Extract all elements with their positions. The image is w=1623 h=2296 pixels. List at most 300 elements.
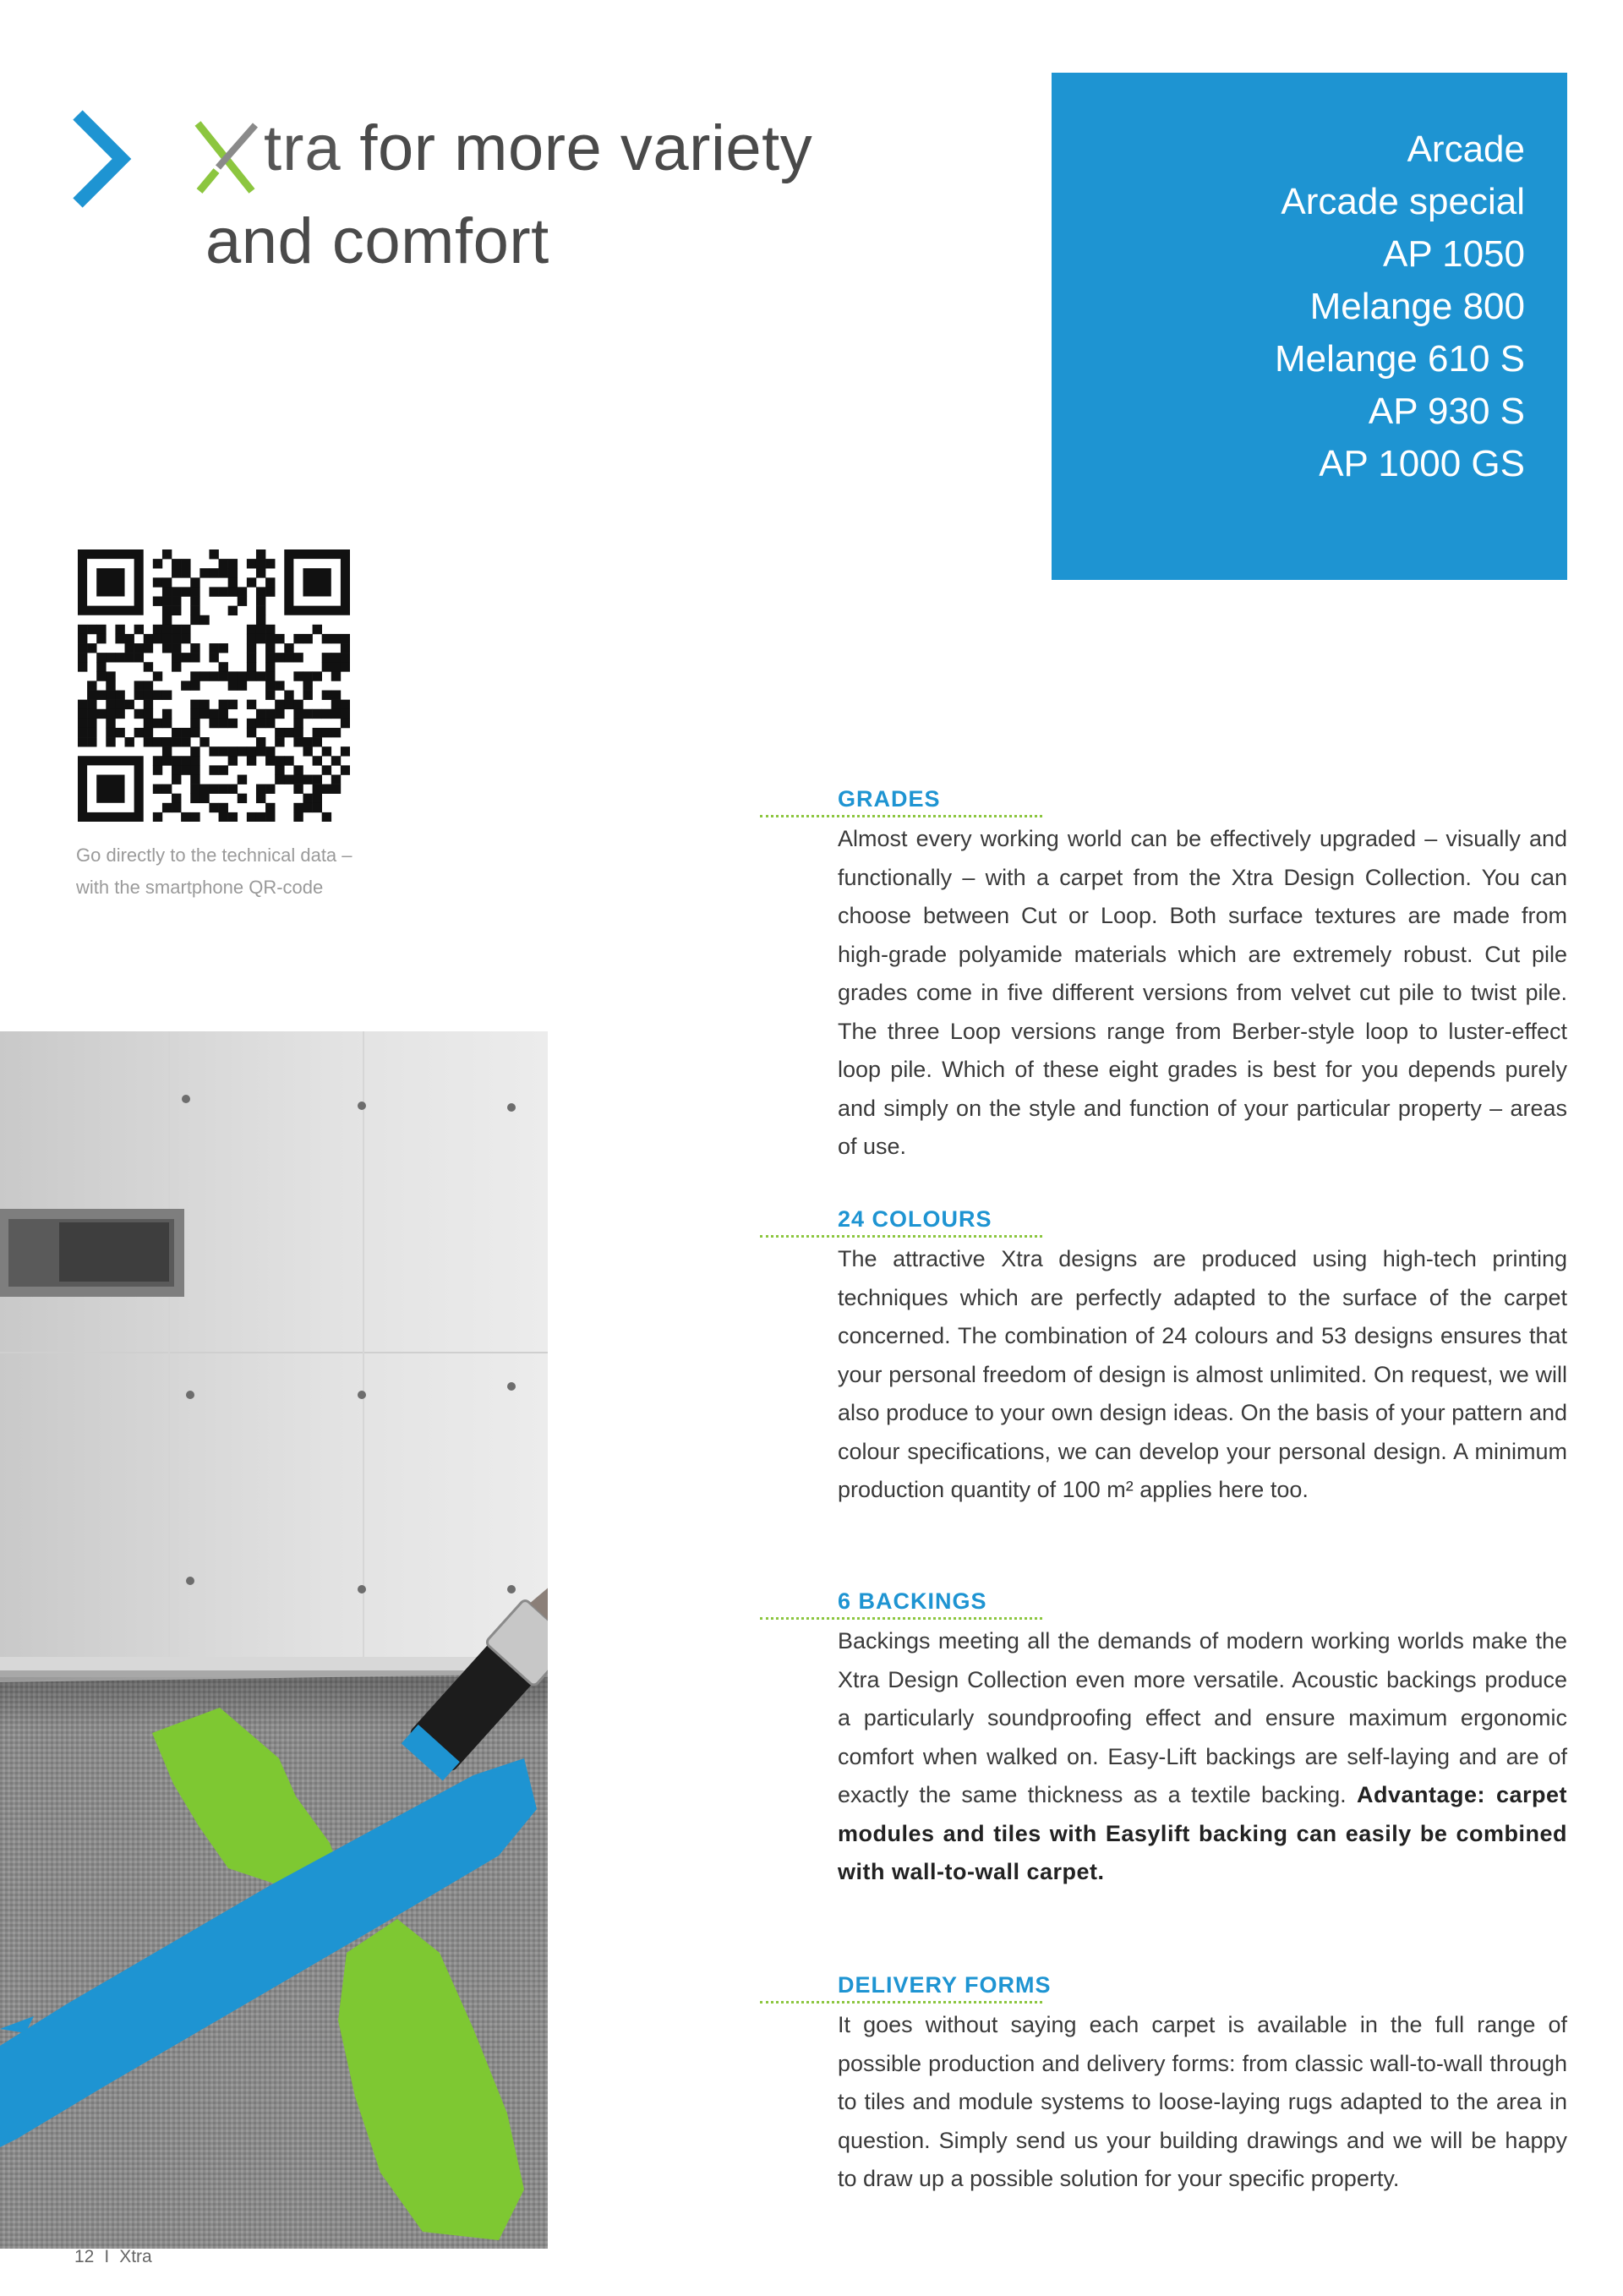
- qr-module: [134, 643, 144, 653]
- qr-module: [265, 625, 275, 634]
- qr-module: [265, 784, 275, 794]
- qr-module: [293, 700, 303, 709]
- qr-module: [247, 671, 256, 681]
- qr-module: [284, 774, 293, 784]
- qr-module: [293, 765, 303, 774]
- qr-module: [190, 765, 199, 774]
- qr-module: [190, 597, 199, 606]
- qr-module: [247, 756, 256, 765]
- qr-module: [275, 681, 284, 690]
- qr-module: [219, 643, 228, 653]
- qr-module: [190, 784, 199, 794]
- qr-module: [162, 784, 172, 794]
- title-text: for more variety: [359, 112, 813, 184]
- qr-module: [87, 625, 96, 634]
- qr-module: [153, 671, 162, 681]
- qr-module: [265, 643, 275, 653]
- qr-module: [247, 559, 256, 568]
- qr-module: [153, 784, 162, 794]
- qr-module: [228, 559, 238, 568]
- qr-module: [228, 812, 238, 822]
- qr-module: [247, 653, 256, 662]
- qr-module: [144, 634, 153, 643]
- qr-module: [190, 774, 199, 784]
- product-item: Arcade special: [1281, 181, 1525, 222]
- qr-code-icon[interactable]: [78, 549, 350, 822]
- page-footer: [74, 2247, 152, 2267]
- qr-module: [228, 746, 238, 756]
- qr-module: [172, 634, 181, 643]
- chevron-right-icon: [68, 108, 135, 210]
- qr-module: [172, 625, 181, 634]
- qr-module: [293, 634, 303, 643]
- qr-module: [199, 568, 209, 577]
- qr-module: [162, 549, 172, 559]
- qr-module: [247, 812, 256, 822]
- qr-module: [322, 728, 331, 737]
- qr-module: [125, 653, 134, 662]
- qr-module: [256, 812, 265, 822]
- qr-module: [322, 746, 331, 756]
- qr-module: [331, 728, 341, 737]
- section-text-regular: Backings meeting all the demands of modern working worlds make the Xtra Design Collection even more versatile. Acoustic backings produce a particularly soundproofing effect and ensure maximum ergonomic comfort when walked on. Easy-Lift backings are self-laying and are of exactly the same thickness as a textile backing.: [838, 1628, 1567, 1807]
- qr-module: [331, 662, 341, 671]
- qr-module: [265, 559, 275, 568]
- product-item: AP 930 S: [1368, 391, 1525, 432]
- qr-module: [313, 774, 322, 784]
- qr-module: [190, 606, 199, 615]
- qr-module: [209, 568, 218, 577]
- qr-module: [134, 681, 144, 690]
- qr-module: [78, 653, 87, 662]
- qr-module: [247, 625, 256, 634]
- qr-module: [87, 700, 96, 709]
- qr-module: [313, 709, 322, 719]
- qr-module: [303, 746, 312, 756]
- qr-module: [209, 784, 218, 794]
- qr-module: [190, 794, 199, 803]
- qr-module: [144, 709, 153, 719]
- qr-module: [181, 737, 190, 746]
- qr-module: [322, 662, 331, 671]
- qr-module: [190, 746, 199, 756]
- section-heading: 24 COLOURS: [838, 1206, 992, 1232]
- qr-module: [162, 746, 172, 756]
- qr-module: [144, 662, 153, 671]
- qr-module: [172, 653, 181, 662]
- qr-module: [256, 634, 265, 643]
- qr-module: [190, 812, 199, 822]
- qr-module: [115, 625, 124, 634]
- product-item: Melange 800: [1309, 286, 1525, 327]
- qr-module: [293, 737, 303, 746]
- qr-module: [256, 737, 265, 746]
- qr-module: [219, 662, 228, 671]
- qr-module: [265, 756, 275, 765]
- qr-module: [181, 625, 190, 634]
- qr-module: [275, 634, 284, 643]
- qr-module: [247, 662, 256, 671]
- section-grades: [838, 784, 1567, 1167]
- qr-module: [331, 691, 341, 700]
- qr-module: [341, 709, 350, 719]
- qr-module: [303, 774, 312, 784]
- qr-module: [199, 794, 209, 803]
- qr-module: [172, 803, 181, 812]
- qr-module: [181, 681, 190, 690]
- qr-module: [78, 625, 87, 634]
- qr-module: [181, 559, 190, 568]
- qr-module: [96, 671, 106, 681]
- qr-module: [331, 671, 341, 681]
- qr-module: [190, 756, 199, 765]
- qr-module: [322, 709, 331, 719]
- qr-module: [134, 625, 144, 634]
- qr-module: [293, 719, 303, 728]
- qr-module: [144, 643, 153, 653]
- qr-module: [219, 784, 228, 794]
- qr-module: [256, 671, 265, 681]
- qr-module: [181, 568, 190, 577]
- qr-module: [153, 691, 162, 700]
- qr-module: [265, 719, 275, 728]
- qr-module: [303, 671, 312, 681]
- qr-module: [238, 681, 247, 690]
- dotted-divider: [760, 815, 1042, 817]
- qr-module: [153, 812, 162, 822]
- qr-module: [190, 719, 199, 728]
- qr-module: [162, 615, 172, 625]
- qr-module: [228, 568, 238, 577]
- qr-module: [153, 634, 162, 643]
- qr-module: [162, 691, 172, 700]
- qr-module: [172, 643, 181, 653]
- qr-module: [87, 709, 96, 719]
- qr-module: [247, 719, 256, 728]
- product-item: AP 1000 GS: [1319, 443, 1525, 484]
- qr-module: [190, 681, 199, 690]
- qr-module: [284, 728, 293, 737]
- qr-module: [96, 662, 106, 671]
- qr-module: [303, 634, 312, 643]
- qr-module: [172, 662, 181, 671]
- qr-module: [256, 746, 265, 756]
- qr-module: [190, 671, 199, 681]
- qr-module: [322, 784, 331, 794]
- section-colours: [838, 1205, 1567, 1510]
- qr-module: [265, 691, 275, 700]
- qr-module: [115, 728, 124, 737]
- qr-module: [238, 774, 247, 784]
- product-list-box: [1052, 73, 1567, 580]
- qr-module: [181, 634, 190, 643]
- qr-module: [313, 728, 322, 737]
- footer-separator: I: [104, 2247, 110, 2266]
- qr-module: [209, 803, 218, 812]
- qr-module: [303, 794, 312, 803]
- qr-module: [284, 643, 293, 653]
- qr-module: [199, 615, 209, 625]
- qr-module: [284, 756, 293, 765]
- qr-module: [247, 728, 256, 737]
- qr-module: [331, 709, 341, 719]
- section-text: The attractive Xtra designs are produced using high-tech printing techniques which are perfectly adapted to the surface of the carpet concerned. The combination of 24 colours and 53 designs ensures that your personal freedom of design is almost unlimited. On request, we will also produce to your own design ideas. On the basis of your pattern and colour specifications, we can develop your personal design. A minimum production quantity of 100 m² applies here too.: [838, 1246, 1567, 1502]
- qr-caption-line-1: Go directly to the technical data –: [76, 845, 352, 866]
- qr-module: [153, 756, 162, 765]
- qr-module: [303, 691, 312, 700]
- qr-module: [199, 700, 209, 709]
- qr-module: [265, 709, 275, 719]
- qr-module: [256, 625, 265, 634]
- qr-module: [78, 700, 87, 709]
- qr-module: [153, 597, 162, 606]
- qr-module: [96, 691, 106, 700]
- section-heading: GRADES: [838, 786, 941, 812]
- qr-module: [153, 765, 162, 774]
- qr-module: [247, 700, 256, 709]
- qr-module: [219, 559, 228, 568]
- qr-module: [96, 625, 106, 634]
- qr-module: [134, 691, 144, 700]
- qr-module: [162, 756, 172, 765]
- carpet-brush-photo: [0, 1031, 548, 2249]
- qr-module: [87, 719, 96, 728]
- qr-module: [87, 691, 96, 700]
- product-item: Arcade: [1407, 128, 1525, 170]
- qr-module: [172, 737, 181, 746]
- qr-module: [219, 568, 228, 577]
- qr-module: [228, 719, 238, 728]
- qr-module: [256, 559, 265, 568]
- qr-module: [341, 719, 350, 728]
- qr-module: [341, 653, 350, 662]
- qr-module: [172, 765, 181, 774]
- qr-module: [190, 728, 199, 737]
- qr-module: [303, 803, 312, 812]
- qr-module: [153, 719, 162, 728]
- qr-module: [293, 709, 303, 719]
- qr-module: [162, 737, 172, 746]
- qr-module: [331, 700, 341, 709]
- qr-module: [106, 681, 115, 690]
- qr-module: [256, 597, 265, 606]
- qr-module: [162, 597, 172, 606]
- qr-module: [106, 709, 115, 719]
- qr-module: [125, 634, 134, 643]
- qr-module: [172, 774, 181, 784]
- qr-module: [313, 737, 322, 746]
- qr-caption: [76, 839, 414, 904]
- qr-module: [162, 606, 172, 615]
- qr-module: [106, 737, 115, 746]
- qr-module: [265, 671, 275, 681]
- qr-module: [322, 691, 331, 700]
- qr-module: [96, 634, 106, 643]
- qr-module: [153, 625, 162, 634]
- qr-module: [228, 681, 238, 690]
- qr-module: [106, 728, 115, 737]
- qr-module: [238, 746, 247, 756]
- qr-module: [256, 719, 265, 728]
- qr-module: [172, 559, 181, 568]
- qr-module: [190, 615, 199, 625]
- qr-module: [275, 765, 284, 774]
- qr-module: [199, 709, 209, 719]
- qr-module: [228, 700, 238, 709]
- qr-module: [322, 634, 331, 643]
- qr-module: [238, 794, 247, 803]
- section-delivery-forms: [838, 1971, 1567, 2199]
- qr-module: [238, 597, 247, 606]
- qr-module: [144, 719, 153, 728]
- qr-module: [313, 803, 322, 812]
- qr-module: [78, 737, 87, 746]
- qr-module: [256, 794, 265, 803]
- qr-module: [219, 803, 228, 812]
- qr-module: [209, 587, 218, 596]
- qr-module: [190, 643, 199, 653]
- qr-module: [181, 812, 190, 822]
- qr-module: [106, 671, 115, 681]
- qr-module: [293, 671, 303, 681]
- section-text: Almost every working world can be effectively upgraded – visually and functionally – with a carpet from the Xtra Design Collection. You can choose between Cut or Loop. Both surface textures are made from high-grade polyamide materials which are extremely robust. Cut pile grades come in five different versions from velvet cut pile to twist pile. The three Loop versions range from Berber-style loop to luster-effect loop pile. Which of these eight grades is best for you depends purely and simply on the style and function of your particular property – areas of use.: [838, 826, 1567, 1159]
- qr-module: [134, 653, 144, 662]
- qr-module: [265, 803, 275, 812]
- qr-module: [209, 653, 218, 662]
- qr-module: [219, 700, 228, 709]
- qr-module: [115, 634, 124, 643]
- qr-module: [219, 746, 228, 756]
- product-item: AP 1050: [1382, 233, 1525, 275]
- qr-module: [303, 681, 312, 690]
- qr-module: [331, 774, 341, 784]
- qr-module: [341, 700, 350, 709]
- section-heading: DELIVERY FORMS: [838, 1972, 1052, 1998]
- qr-module: [162, 803, 172, 812]
- qr-module: [125, 700, 134, 709]
- qr-module: [209, 643, 218, 653]
- qr-module: [162, 634, 172, 643]
- qr-module: [87, 728, 96, 737]
- section-text: [838, 1622, 1567, 1892]
- qr-module: [190, 709, 199, 719]
- qr-module: [181, 756, 190, 765]
- page-title: [264, 112, 813, 184]
- qr-module: [162, 709, 172, 719]
- section-backings: [838, 1587, 1567, 1892]
- qr-module: [209, 671, 218, 681]
- product-item: Melange 610 S: [1275, 338, 1525, 380]
- qr-module: [209, 746, 218, 756]
- qr-module: [341, 643, 350, 653]
- qr-module: [275, 700, 284, 709]
- qr-module: [238, 671, 247, 681]
- qr-module: [228, 577, 238, 587]
- qr-module: [265, 634, 275, 643]
- qr-module: [190, 577, 199, 587]
- qr-module: [162, 577, 172, 587]
- qr-module: [247, 643, 256, 653]
- qr-module: [322, 812, 331, 822]
- qr-module: [331, 784, 341, 794]
- qr-module: [106, 691, 115, 700]
- qr-module: [313, 784, 322, 794]
- qr-module: [172, 794, 181, 803]
- qr-module: [341, 765, 350, 774]
- dotted-divider: [760, 2001, 1042, 2004]
- qr-module: [219, 765, 228, 774]
- qr-module: [265, 662, 275, 671]
- qr-module: [78, 719, 87, 728]
- dotted-divider: [760, 1235, 1042, 1238]
- qr-module: [78, 662, 87, 671]
- qr-module: [247, 746, 256, 756]
- qr-module: [219, 812, 228, 822]
- qr-module: [209, 719, 218, 728]
- qr-module: [172, 587, 181, 596]
- product-list: [1275, 123, 1525, 490]
- qr-module: [162, 587, 172, 596]
- qr-module: [313, 756, 322, 765]
- qr-module: [256, 784, 265, 794]
- qr-module: [125, 643, 134, 653]
- qr-module: [125, 737, 134, 746]
- qr-module: [190, 700, 199, 709]
- qr-module: [313, 794, 322, 803]
- dotted-divider: [760, 1617, 1042, 1620]
- qr-module: [96, 774, 124, 802]
- qr-module: [293, 784, 303, 794]
- qr-module: [293, 774, 303, 784]
- qr-module: [87, 737, 96, 746]
- qr-module: [219, 709, 228, 719]
- qr-module: [228, 784, 238, 794]
- qr-module: [228, 671, 238, 681]
- qr-module: [341, 662, 350, 671]
- page-title-line-2: and comfort: [205, 205, 549, 277]
- brand-name: tra: [264, 112, 342, 184]
- qr-module: [115, 700, 124, 709]
- qr-module: [265, 577, 275, 587]
- qr-module: [331, 756, 341, 765]
- xtra-logo-x-mark: [193, 118, 262, 196]
- qr-module: [172, 756, 181, 765]
- qr-module: [190, 587, 199, 596]
- qr-module: [209, 765, 218, 774]
- qr-module: [265, 587, 275, 596]
- qr-module: [265, 746, 275, 756]
- qr-module: [181, 728, 190, 737]
- qr-module: [313, 625, 322, 634]
- qr-module: [96, 709, 106, 719]
- qr-module: [275, 737, 284, 746]
- qr-module: [284, 691, 293, 700]
- qr-module: [275, 709, 284, 719]
- section-text-bold: Advantage: carpet modules and tiles with Easylift backing can easily be combined with wall-to-wall carpet.: [838, 1782, 1567, 1884]
- qr-module: [162, 625, 172, 634]
- qr-module: [293, 728, 303, 737]
- qr-module: [209, 549, 218, 559]
- qr-module: [172, 728, 181, 737]
- qr-module: [228, 606, 238, 615]
- qr-module: [199, 737, 209, 746]
- qr-module: [265, 653, 275, 662]
- qr-module: [78, 709, 87, 719]
- qr-module: [181, 587, 190, 596]
- qr-module: [284, 653, 293, 662]
- qr-module: [256, 606, 265, 615]
- page-number: 12: [74, 2247, 95, 2266]
